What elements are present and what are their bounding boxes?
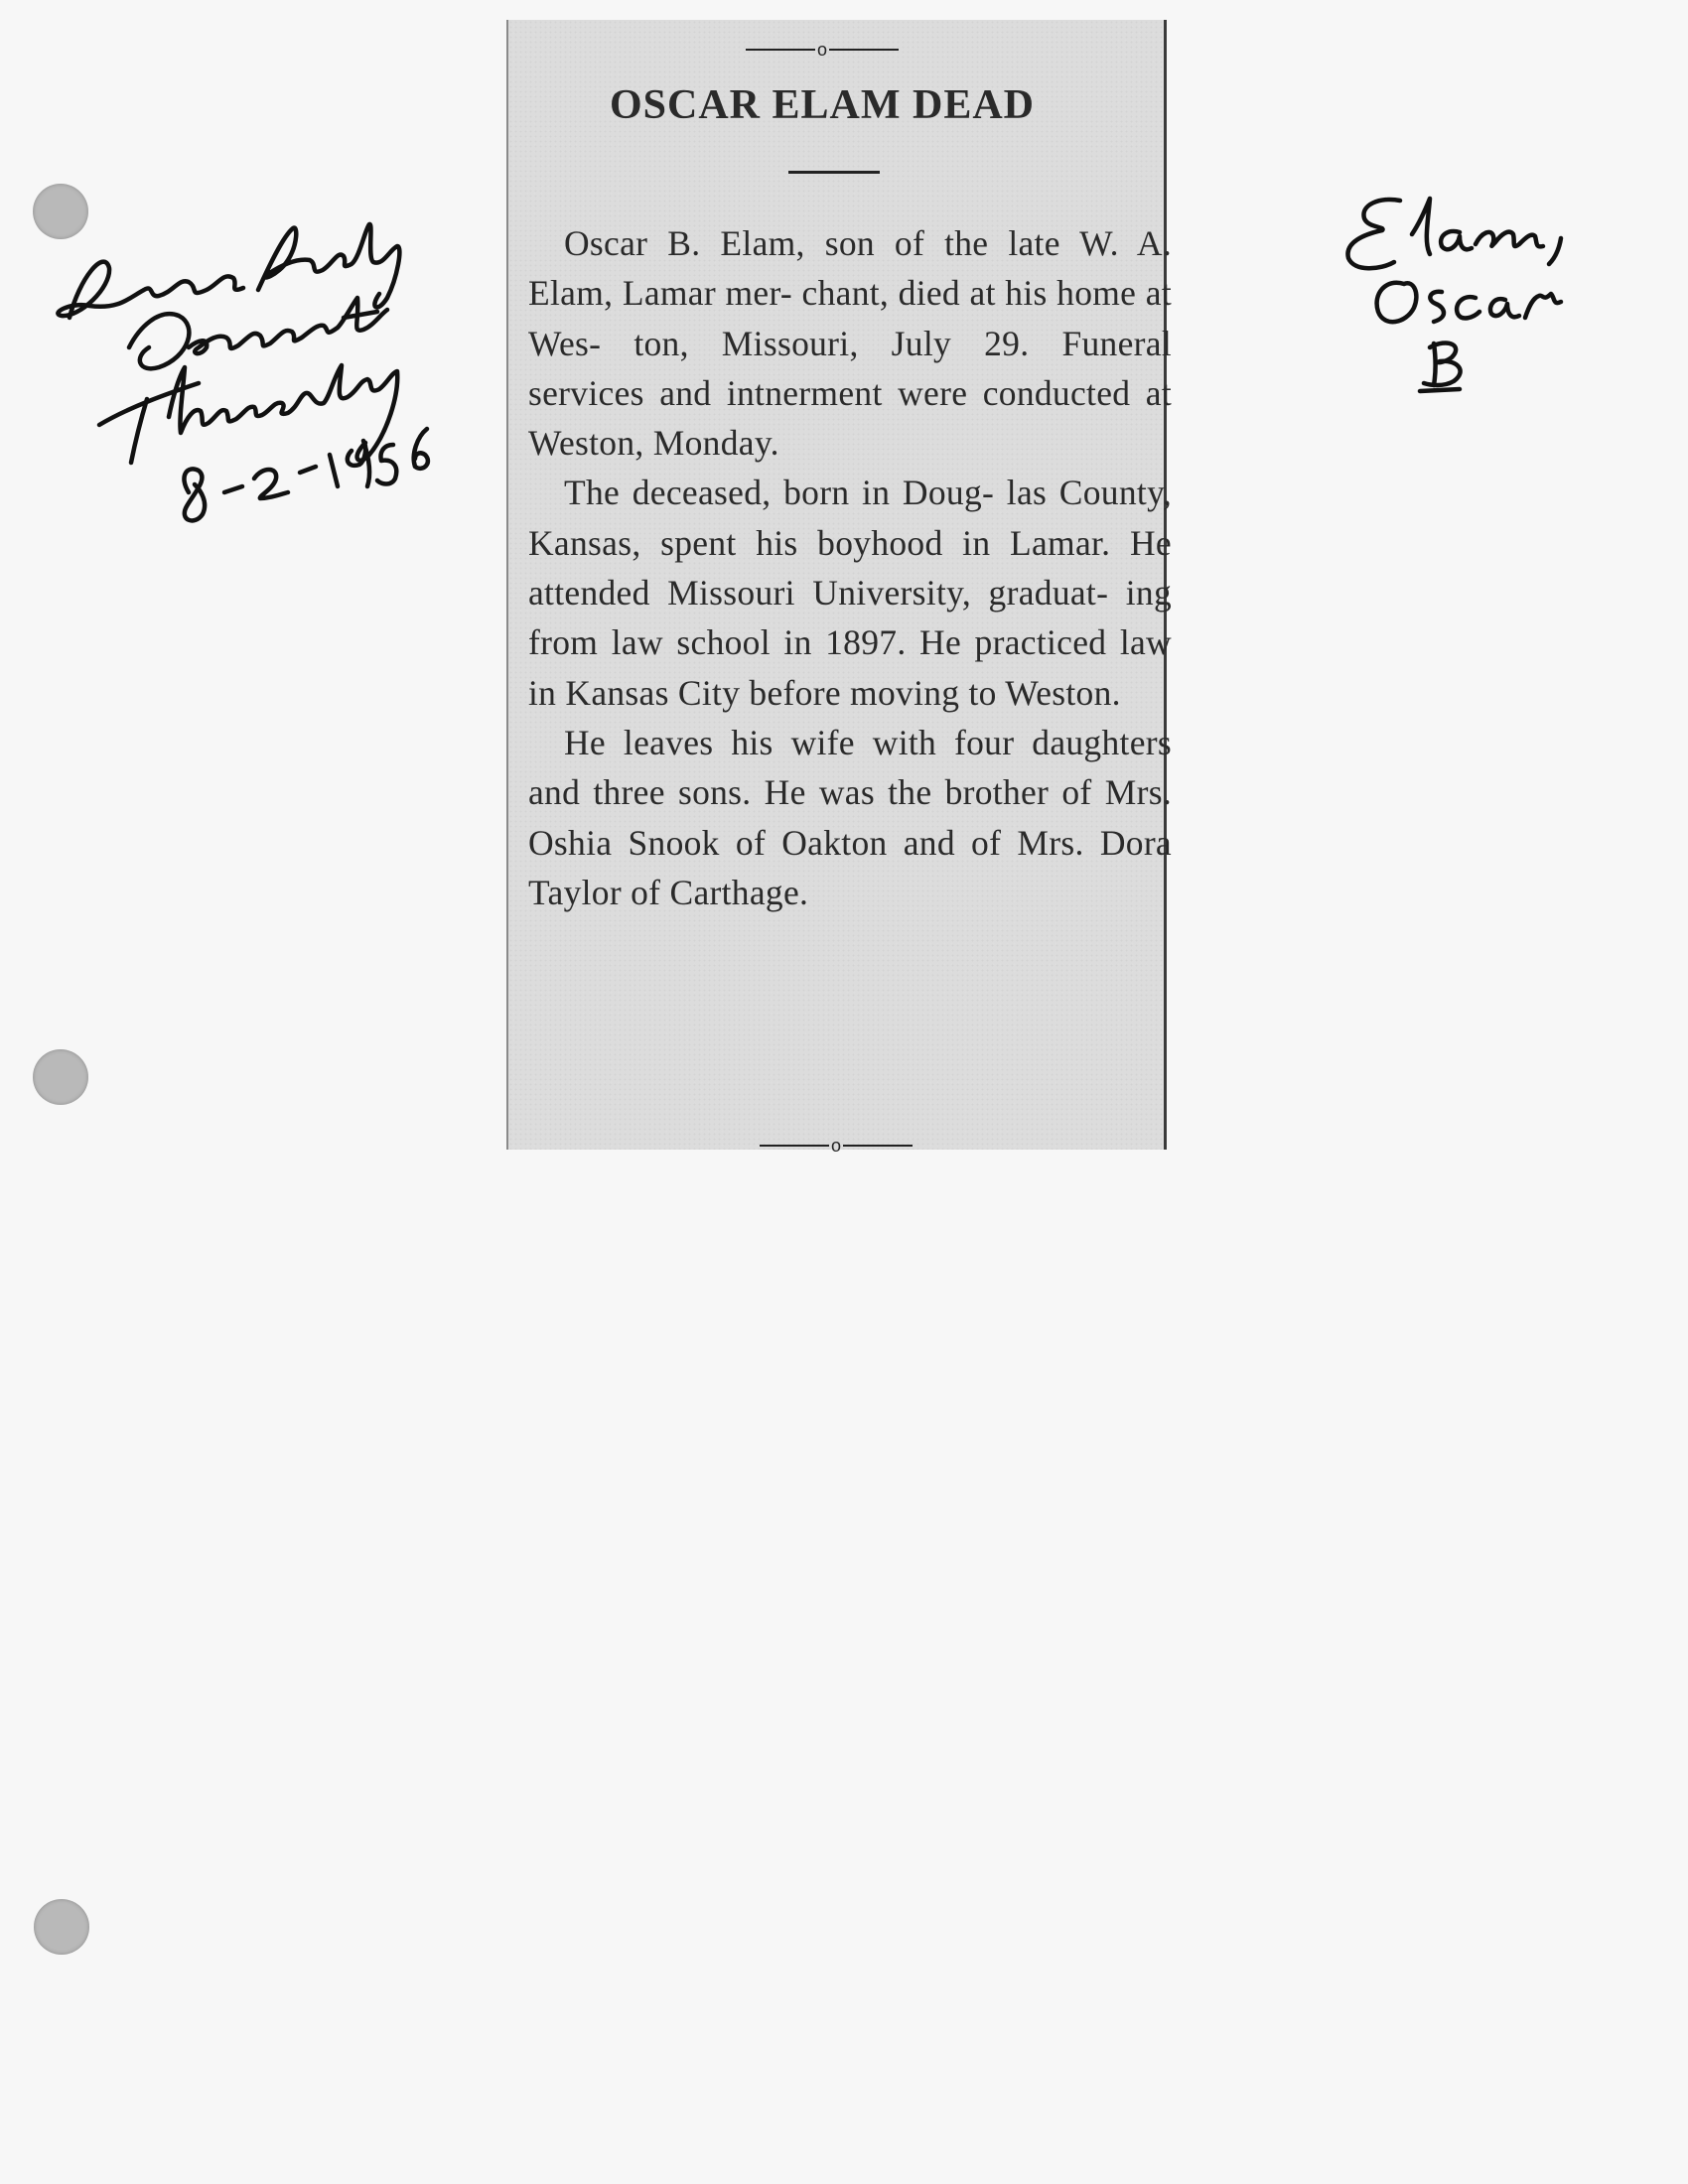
article-paragraph: Oscar B. Elam, son of the late W. A. Elam, Lamar mer- chant, died at his home at Wes- ton, Missouri, July 29. Funeral services and intnerment were conducted at Weston, Monday. xyxy=(528,223,1172,464)
article-paragraph: He leaves his wife with four daughters and three sons. He was the brother of Mrs. Oshia Snook of Oakton and of Mrs. Dora Taylor of Carthage. xyxy=(528,722,1172,912)
bottom-ornament xyxy=(508,1136,1164,1156)
binder-hole xyxy=(33,1049,88,1105)
handwritten-source-note xyxy=(50,199,447,536)
binder-hole xyxy=(34,1899,89,1955)
headline: OSCAR ELAM DEAD xyxy=(609,82,1036,128)
handwriting-source-drawing xyxy=(50,199,447,536)
article-body xyxy=(528,218,1172,917)
article-paragraph: The deceased, born in Doug- las County, Kansas, spent his boyhood in Lamar. He attended Missouri University, graduat- ing from law school in 1897. He practiced law in Kansas City before moving to Weston. xyxy=(528,473,1172,713)
newspaper-clipping xyxy=(506,20,1172,1156)
handwritten-name-note xyxy=(1331,179,1609,407)
top-ornament xyxy=(494,40,1150,60)
ornament-glyph: o xyxy=(830,1136,841,1156)
ornament-glyph: o xyxy=(816,40,827,60)
headline-rule xyxy=(788,171,880,174)
handwriting-name-drawing xyxy=(1331,179,1609,407)
